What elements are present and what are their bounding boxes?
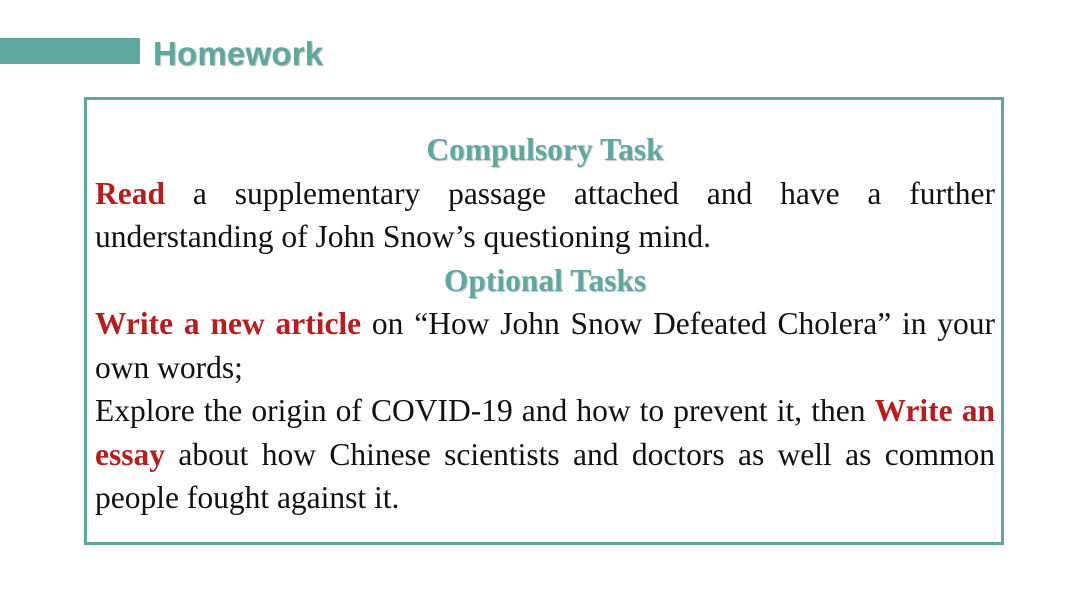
compulsory-body: a supplementary passage attached and have a further understanding of John Snow’s questioning mind. <box>95 175 995 254</box>
optional-task-2 <box>95 389 995 520</box>
compulsory-verb: Read <box>95 175 165 211</box>
compulsory-task-text <box>95 172 995 259</box>
homework-content <box>95 128 995 520</box>
optional-task-2-verb: Write an essay <box>95 393 995 472</box>
optional-task-1-verb: Write a new article <box>95 306 362 341</box>
compulsory-heading: Compulsory Task <box>426 132 664 167</box>
optional-heading: Optional Tasks <box>443 262 647 298</box>
optional-task-1-body: on “How John Snow Defeated Cholera” in your own words; <box>95 306 995 385</box>
optional-task-2-intro: Explore the origin of COVID-19 and how to prevent it, then <box>95 393 875 428</box>
optional-task-1 <box>95 302 995 389</box>
optional-task-2-body: about how Chinese scientists and doctors as well as common people fought against it. <box>95 436 995 515</box>
homework-box <box>84 97 1004 545</box>
title-accent-bar <box>0 38 140 64</box>
slide-title: Homework <box>153 35 324 72</box>
